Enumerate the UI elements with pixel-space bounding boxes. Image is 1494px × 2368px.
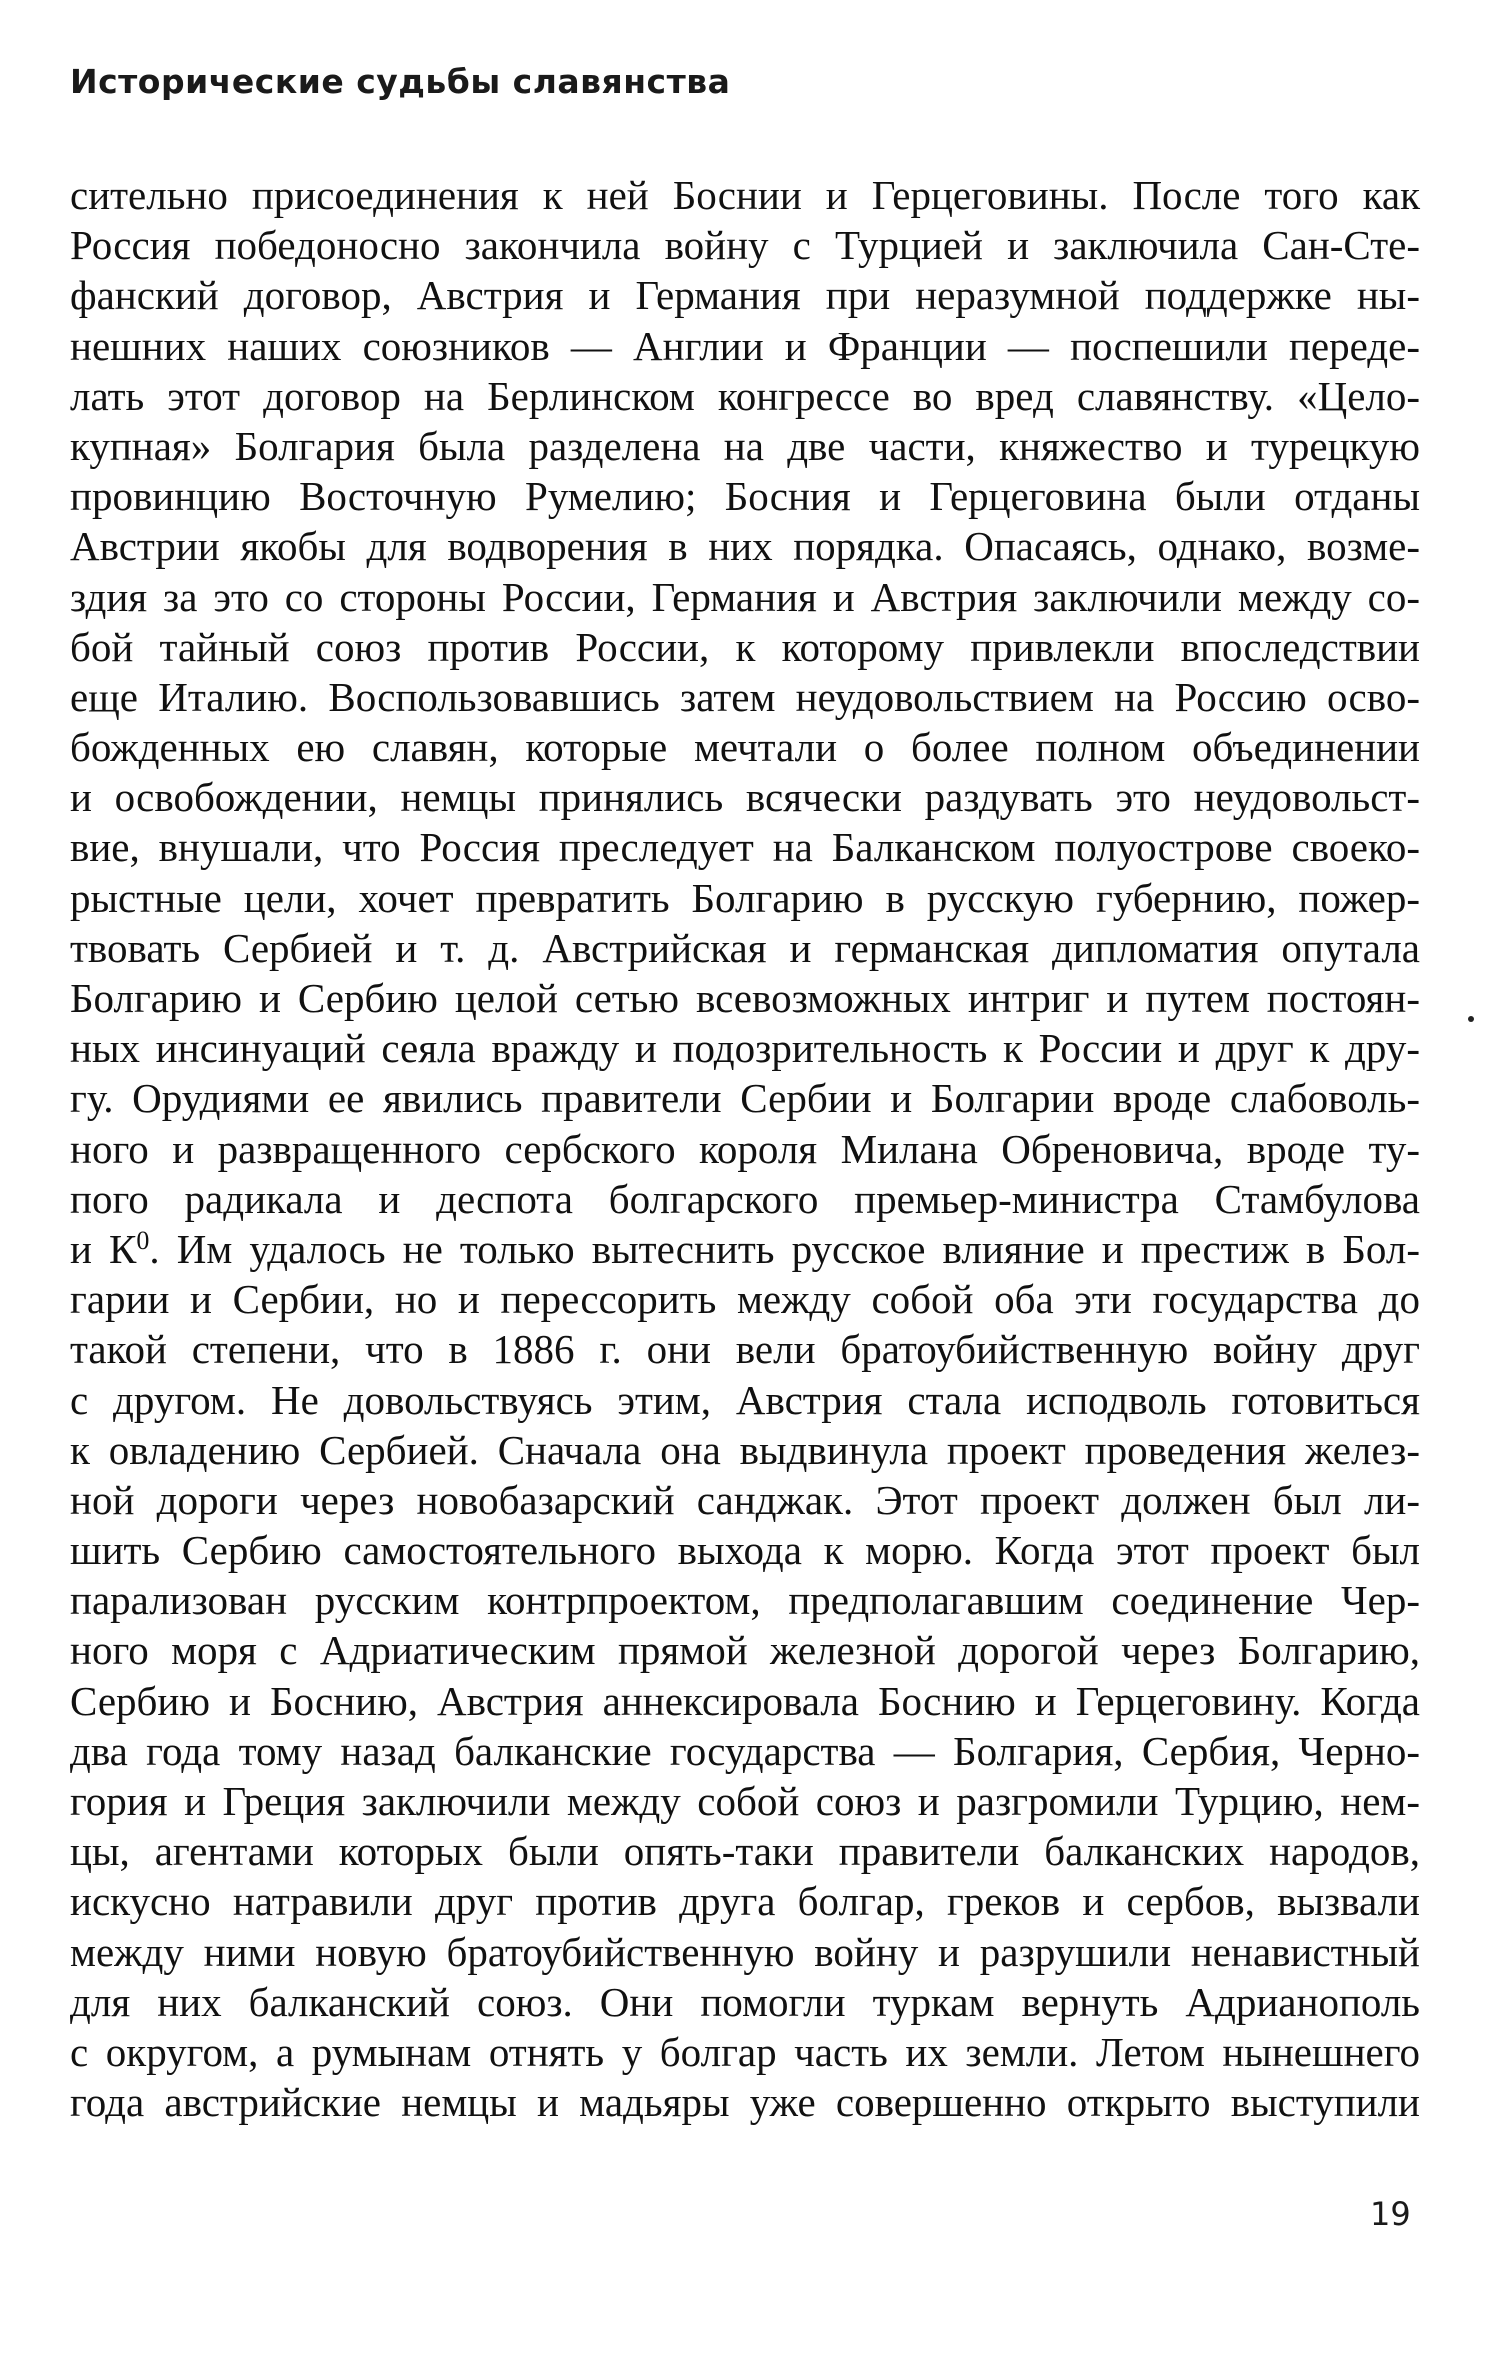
text-line: твовать Сербией и т. д. Австрийская и германская дипломатия опутала: [70, 924, 1420, 971]
text-line: к овладению Сербией. Сначала она выдвинула проект проведения желез-: [70, 1426, 1420, 1473]
text-line: цы, агентами которых были опять-таки правители балканских народов,: [70, 1828, 1420, 1875]
text-line: сительно присоединения к ней Боснии и Герцеговины. После того как: [70, 172, 1420, 218]
text-line: вие, внушали, что Россия преследует на Балканском полуострове своеко-: [70, 824, 1420, 871]
text-line: такой степени, что в 1886 г. они вели братоубийственную войну друг: [70, 1326, 1420, 1373]
ko-superscript: 0: [136, 1225, 150, 1255]
text-line: Австрии якобы для водворения в них порядка. Опасаясь, однако, возме-: [70, 523, 1420, 570]
text-line: нешних наших союзников — Англии и Франции — поспешили переде-: [70, 322, 1420, 369]
text-line: с округом, а румынам отнять у болгар часть их земли. Летом нынешнего: [70, 2028, 1420, 2075]
text-line: ного и развращенного сербского короля Милана Обреновича, вроде ту-: [70, 1125, 1420, 1172]
text-line: с другом. Не довольствуясь этим, Австрия стала исподволь готовиться: [70, 1376, 1420, 1423]
running-header: Исторические судьбы славянства: [70, 62, 731, 101]
text-line: ной дороги через новобазарский санджак. Этот проект должен был ли-: [70, 1476, 1420, 1523]
text-line: фанский договор, Австрия и Германия при неразумной поддержке ны-: [70, 272, 1420, 319]
text-line: гарии и Сербии, но и перессорить между собой оба эти государства до: [70, 1276, 1420, 1323]
text-line: гория и Греция заключили между собой союз и разгромили Турцию, нем-: [70, 1778, 1420, 1824]
text-line: лать этот договор на Берлинском конгрессе во вред славянству. «Цело-: [70, 372, 1420, 419]
page-number: 19: [1370, 2195, 1411, 2233]
text-line: парализован русским контрпроектом, предполагавшим соединение Чер-: [70, 1577, 1420, 1624]
ko-before: и К: [70, 1225, 137, 1272]
text-line: года австрийские немцы и мадьяры уже совершенно открыто выступили: [70, 2079, 1420, 2126]
text-line: Сербию и Боснию, Австрия аннексировала Боснию и Герцеговину. Когда: [70, 1677, 1420, 1724]
text-line: Болгарию и Сербию целой сетью всевозможных интриг и путем постоян-: [70, 975, 1420, 1021]
text-line: еще Италию. Воспользовавшись затем неудовольствием на Россию осво-: [70, 673, 1420, 720]
margin-dot: [1468, 1016, 1474, 1022]
text-line: Россия победоносно закончила войну с Турцией и заключила Сан-Сте-: [70, 222, 1420, 269]
text-line: здия за это со стороны России, Германия и Австрия заключили между со-: [70, 573, 1420, 620]
text-line: ных инсинуаций сеяла вражду и подозрительность к России и друг к дру-: [70, 1025, 1420, 1072]
body-text: [70, 170, 1420, 2127]
text-line: бой тайный союз против России, к которому привлекли впоследствии: [70, 623, 1420, 670]
text-line: рыстные цели, хочет превратить Болгарию в русскую губернию, пожер-: [70, 874, 1420, 921]
text-line: шить Сербию самостоятельного выхода к морю. Когда этот проект был: [70, 1527, 1420, 1574]
ko-after: . Им удалось не только вытеснить русское влияние и престиж в Бол-: [149, 1225, 1420, 1272]
text-line: купная» Болгария была разделена на две части, княжество и турецкую: [70, 422, 1420, 469]
text-line: провинцию Восточную Румелию; Босния и Герцеговина были отданы: [70, 473, 1420, 520]
text-line: пого радикала и деспота болгарского премьер-министра Стамбулова: [70, 1175, 1420, 1222]
text-line: и освобождении, немцы принялись всячески раздувать это неудовольст-: [70, 774, 1420, 821]
text-line-ko: [70, 1224, 1420, 1274]
text-line: божденных ею славян, которые мечтали о более полном объединении: [70, 724, 1420, 771]
text-line: гу. Орудиями ее явились правители Сербии и Болгарии вроде слабоволь-: [70, 1075, 1420, 1122]
text-line: ного моря с Адриатическим прямой железной дорогой через Болгарию,: [70, 1627, 1420, 1674]
text-line: два года тому назад балканские государства — Болгария, Сербия, Черно-: [70, 1727, 1420, 1774]
text-line: между ними новую братоубийственную войну и разрушили ненавистный: [70, 1928, 1420, 1975]
text-line: искусно натравили друг против друга болгар, греков и сербов, вызвали: [70, 1878, 1420, 1925]
text-line: для них балканский союз. Они помогли туркам вернуть Адрианополь: [70, 1978, 1420, 2025]
